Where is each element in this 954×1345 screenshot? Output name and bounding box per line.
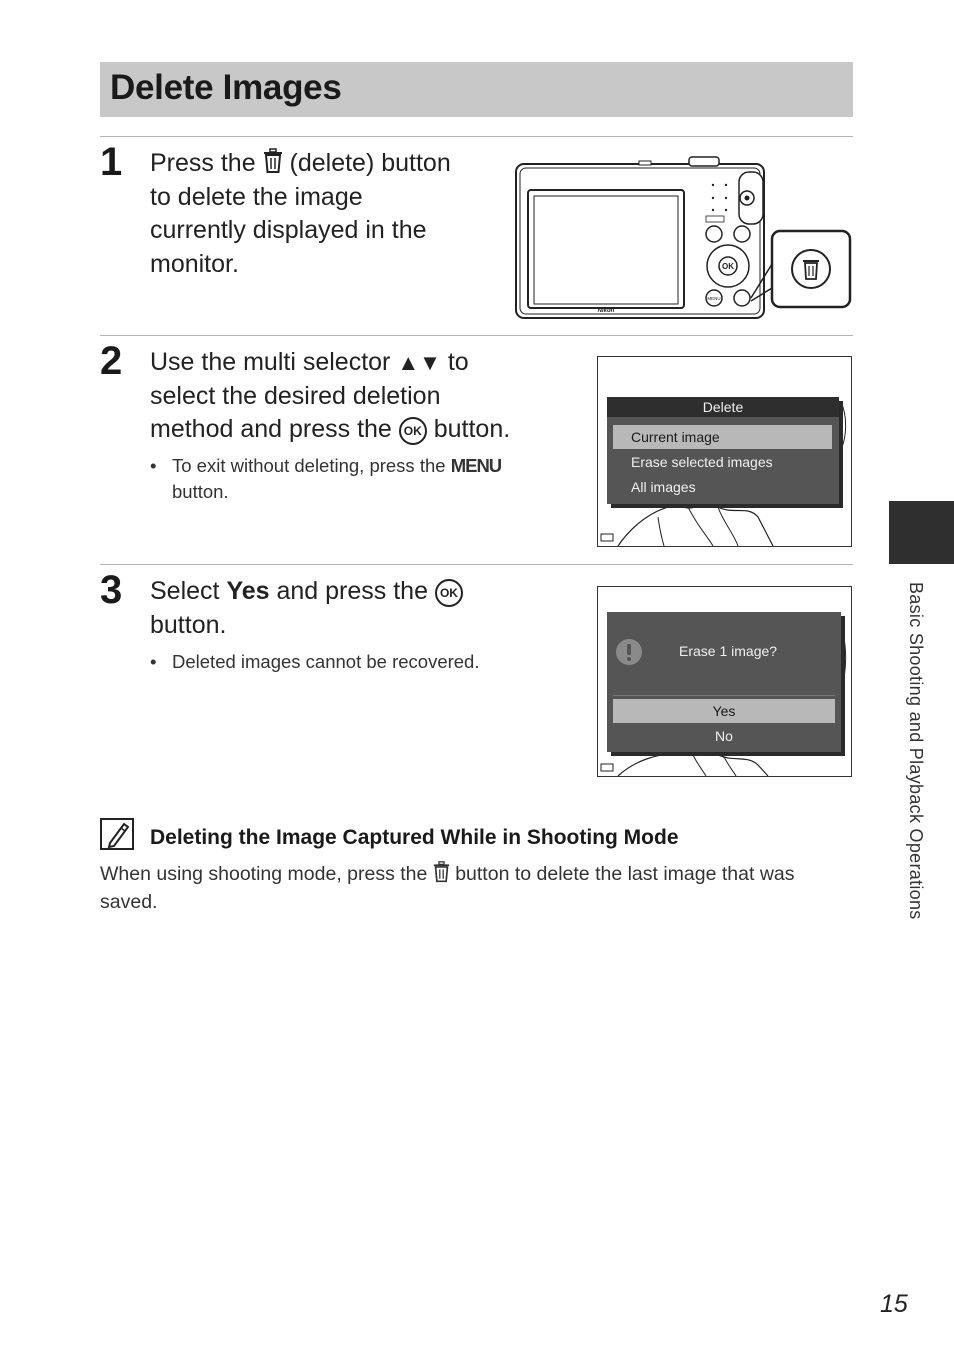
step-2-bullet-text2: button. <box>172 481 229 502</box>
menu-button-icon: MENU <box>450 455 502 476</box>
erase-confirm-screen <box>597 586 852 777</box>
delete-menu-screen <box>597 356 852 547</box>
menu-option-all-images[interactable]: All images <box>631 479 696 495</box>
step-3-line1b: and press the <box>276 577 428 605</box>
menu-option-current-image[interactable]: Current image <box>613 425 832 449</box>
trash-icon <box>433 861 450 883</box>
step-2-number: 2 <box>100 339 123 383</box>
warning-icon <box>615 638 643 666</box>
step-2-bullet: • To exit without deleting, press the MENU button. <box>150 453 570 505</box>
camera-back-illustration <box>514 152 854 322</box>
step-3-line2: button. <box>150 610 227 639</box>
divider <box>100 564 853 565</box>
step-3-line1a: Select <box>150 577 220 605</box>
note-text <box>100 860 850 916</box>
note-pencil-icon <box>100 818 134 850</box>
step-2-line1a: Use the multi selector <box>150 348 391 376</box>
camera-ok-label: OK <box>722 262 734 271</box>
erase-confirm-dialog <box>607 612 841 752</box>
chapter-tab <box>889 501 954 564</box>
step-2-text <box>150 346 510 447</box>
step-3-bullet-text: Deleted images cannot be recovered. <box>172 651 480 672</box>
step-1-line4: monitor. <box>150 249 239 278</box>
note-text-a: When using shooting mode, press the <box>100 863 428 885</box>
title-bar <box>100 62 853 117</box>
page-number: 15 <box>880 1290 908 1318</box>
chapter-label: Basic Shooting and Playback Operations <box>906 582 926 920</box>
step-1-line1b: (delete) button <box>289 149 451 177</box>
note-text-b: button to delete the last image that was <box>455 863 795 885</box>
delete-menu-title: Delete <box>607 397 839 417</box>
step-3-number: 3 <box>100 568 123 612</box>
erase-question: Erase 1 image? <box>679 643 778 659</box>
divider <box>100 136 853 137</box>
step-3-bullet: • Deleted images cannot be recovered. <box>150 649 570 675</box>
step-2-line2: select the desired deletion <box>150 381 441 410</box>
option-yes[interactable]: Yes <box>613 699 835 723</box>
step-2-bullet-text: To exit without deleting, press the <box>172 455 446 476</box>
camera-menu-label: MENU <box>707 296 721 301</box>
page-title: Delete Images <box>110 68 342 107</box>
step-2-line3a: method and press the <box>150 415 392 443</box>
step-1-line3: currently displayed in the <box>150 216 427 244</box>
trash-icon <box>263 148 283 174</box>
step-2-line1b: to <box>447 348 469 376</box>
ok-button-icon: OK <box>435 579 463 607</box>
note-title: Deleting the Image Captured While in Shooting Mode <box>150 826 679 849</box>
step-3-yes-bold: Yes <box>226 577 270 605</box>
step-2-line3b: button. <box>433 415 511 443</box>
step-1-number: 1 <box>100 140 123 184</box>
delete-menu-dialog <box>607 397 839 504</box>
menu-option-erase-selected[interactable]: Erase selected images <box>631 454 773 470</box>
multi-selector-arrows-icon: ▲▼ <box>397 350 441 375</box>
divider <box>100 335 853 336</box>
camera-brand: Nikon <box>597 308 615 314</box>
step-1-line2: to delete the image <box>150 182 363 211</box>
option-no[interactable]: No <box>715 728 733 744</box>
step-3-text <box>150 575 463 642</box>
note-text-c: saved. <box>100 891 158 913</box>
step-1-text <box>150 147 451 281</box>
ok-button-icon: OK <box>399 417 427 445</box>
step-1-line1a: Press the <box>150 149 256 177</box>
